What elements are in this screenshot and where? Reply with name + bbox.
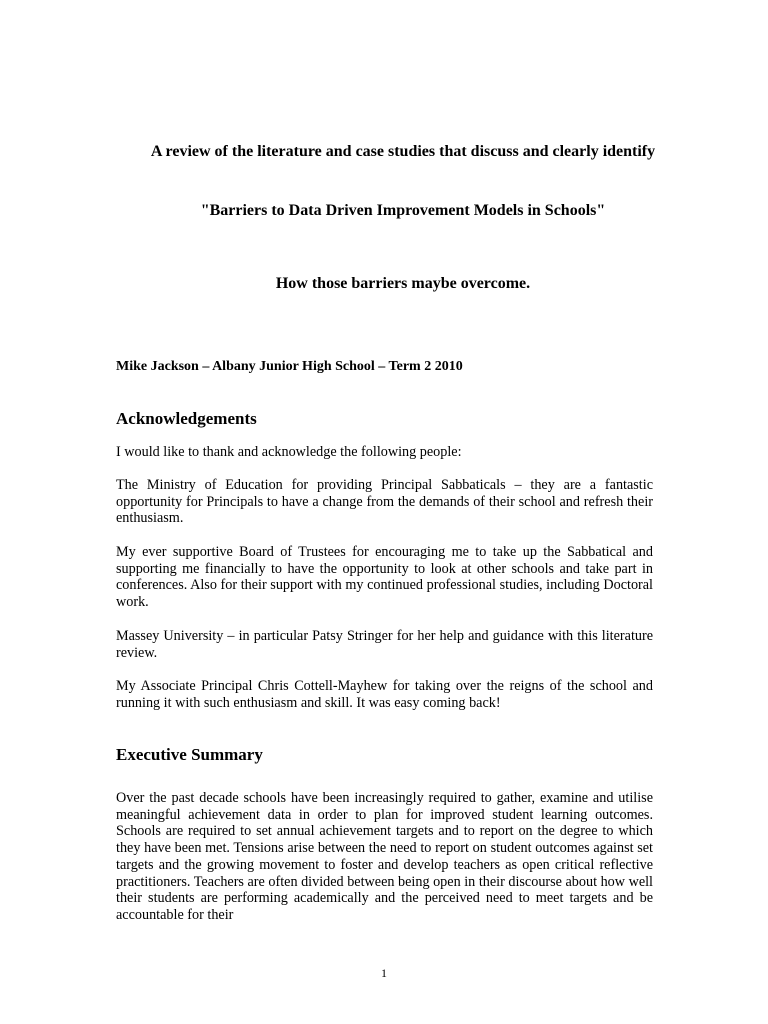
acknowledgement-paragraph: The Ministry of Education for providing Principal Sabbaticals – they are a fantastic opportunity for Principals to have a change from the demands of their school and refresh their enthusiasm. <box>116 477 653 527</box>
executive-summary-paragraph: Over the past decade schools have been increasingly required to gather, examine and utilise meaningful achievement data in order to plan for improved student learning outcomes. Schools are required to set annual achievement targets and to report on the degree to which they have been met. Tensions arise between the need to report on student outcomes against set targets and the growing movement to foster and develop teachers as open critical reflective practitioners. Teachers are often divided between being open in their discourse about how well their students are performing academically and the perceived need to meet targets and be accountable for their <box>116 790 653 923</box>
acknowledgements-intro: I would like to thank and acknowledge the following people: <box>116 444 462 460</box>
author-line: Mike Jackson – Albany Junior High School – Term 2 2010 <box>116 359 463 374</box>
acknowledgement-paragraph: My ever supportive Board of Trustees for encouraging me to take up the Sabbatical and supporting me financially to have the opportunity to look at other schools and take part in conferences. Also for their support with my continued professional studies, including Doctoral work. <box>116 544 653 611</box>
executive-summary-heading: Executive Summary <box>116 745 263 764</box>
document-subtitle: "Barriers to Data Driven Improvement Models in Schools" <box>200 202 606 219</box>
document-title: A review of the literature and case studies that discuss and clearly identify <box>150 143 656 160</box>
acknowledgements-heading: Acknowledgements <box>116 409 257 428</box>
document-tagline: How those barriers maybe overcome. <box>275 275 531 292</box>
page-number: 1 <box>381 966 387 980</box>
acknowledgement-paragraph: Massey University – in particular Patsy Stringer for her help and guidance with this literature review. <box>116 628 653 661</box>
acknowledgement-paragraph: My Associate Principal Chris Cottell-Mayhew for taking over the reigns of the school and running it with such enthusiasm and skill. It was easy coming back! <box>116 678 653 711</box>
